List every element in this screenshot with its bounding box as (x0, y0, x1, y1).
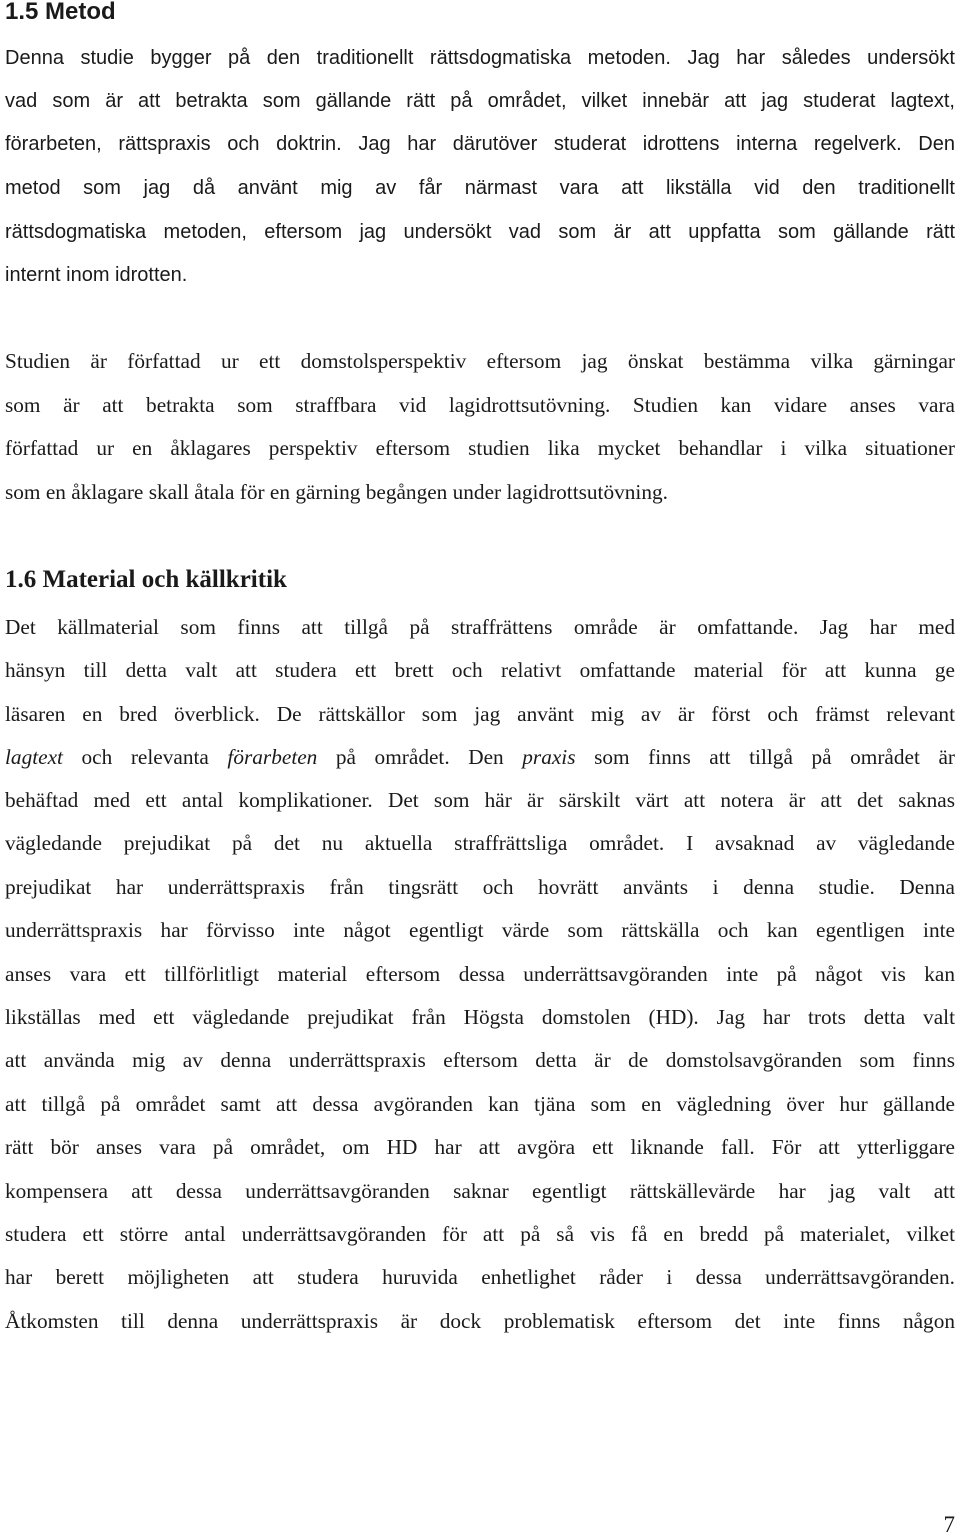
paragraph-line: prejudikat har underrättspraxis från tingsrätt och hovrätt använts i denna studie. Denna (5, 875, 955, 899)
paragraph-line: Det källmaterial som finns att tillgå på straffrättens område är omfattande. Jag har med (5, 615, 955, 639)
paragraph-line: anses vara ett tillförlitligt material eftersom dessa underrättsavgöranden inte på något vis kan (5, 962, 955, 986)
paragraph-line: metod som jag då använt mig av får närmast vara att likställa vid den traditionellt (5, 177, 955, 199)
paragraph-line: internt inom idrotten. (5, 264, 188, 286)
emphasis-forarbeten: förarbeten (227, 745, 318, 769)
paragraph-line: rätt bör anses vara på området, om HD har att avgöra ett liknande fall. För att ytterliggare (5, 1135, 955, 1159)
paragraph-line: kompensera att dessa underrättsavgöranden saknar egentligt rättskällevärde har jag valt att (5, 1179, 955, 1203)
emphasis-lagtext: lagtext (5, 745, 63, 769)
paragraph-line: att tillgå på området samt att dessa avgöranden kan tjäna som en vägledning över hur gällande (5, 1092, 955, 1116)
page-number: 7 (943, 1512, 955, 1537)
paragraph-line: Studien är författad ur ett domstolsperspektiv eftersom jag önskat bestämma vilka gärningar (5, 349, 955, 373)
section-heading-material: 1.6 Material och källkritik (5, 566, 287, 593)
paragraph-line: förarbeten, rättspraxis och doktrin. Jag har därutöver studerat idrottens interna regelverk. Den (5, 133, 955, 155)
paragraph-line: underrättspraxis har förvisso inte något egentligt värde som rättskälla och kan egentligen inte (5, 918, 955, 942)
paragraph-line: har berett möjligheten att studera huruvida enhetlighet råder i dessa underrättsavgöranden. (5, 1265, 955, 1289)
paragraph-line: behäftad med ett antal komplikationer. Det som här är särskilt värt att notera är att det saknas (5, 788, 955, 812)
text-segment: på området. Den (317, 745, 523, 769)
paragraph-line: vägledande prejudikat på det nu aktuella straffrättsliga området. I avsaknad av vägledande (5, 831, 955, 855)
paragraph-line: som en åklagare skall åtala för en gärning begången under lagidrottsutövning. (5, 480, 668, 504)
paragraph-line: som är att betrakta som straffbara vid lagidrottsutövning. Studien kan vidare anses vara (5, 393, 955, 417)
paragraph-line: Åtkomsten till denna underrättspraxis är dock problematisk eftersom det inte finns någon (5, 1309, 955, 1333)
paragraph-line: likställas med ett vägledande prejudikat från Högsta domstolen (HD). Jag har trots detta valt (5, 1005, 955, 1029)
text-segment: och relevanta (62, 745, 228, 769)
paragraph-line: att använda mig av denna underrättspraxis eftersom detta är de domstolsavgöranden som finns (5, 1048, 955, 1072)
emphasis-praxis: praxis (522, 745, 576, 769)
paragraph-line: studera ett större antal underrättsavgöranden för att på så vis få en bredd på materialet, vilket (5, 1222, 955, 1246)
paragraph-line: Denna studie bygger på den traditionellt rättsdogmatiska metoden. Jag har således undersökt (5, 47, 955, 69)
paragraph-line: läsaren en bred överblick. De rättskällor som jag använt mig av är först och främst relevant (5, 702, 955, 726)
section-heading-metod: 1.5 Metod (5, 0, 116, 25)
paragraph-line: hänsyn till detta valt att studera ett brett och relativt omfattande material för att kunna ge (5, 658, 955, 682)
paragraph-line: vad som är att betrakta som gällande rätt på området, vilket innebär att jag studerat lagtext, (5, 90, 955, 112)
paragraph-line: författad ur en åklagares perspektiv eftersom studien lika mycket behandlar i vilka situationer (5, 436, 955, 460)
paragraph-line-with-emphasis (5, 744, 955, 770)
paragraph-line: rättsdogmatiska metoden, eftersom jag undersökt vad som är att uppfatta som gällande rätt (5, 221, 955, 243)
text-segment: som finns att tillgå på området är (575, 745, 955, 769)
